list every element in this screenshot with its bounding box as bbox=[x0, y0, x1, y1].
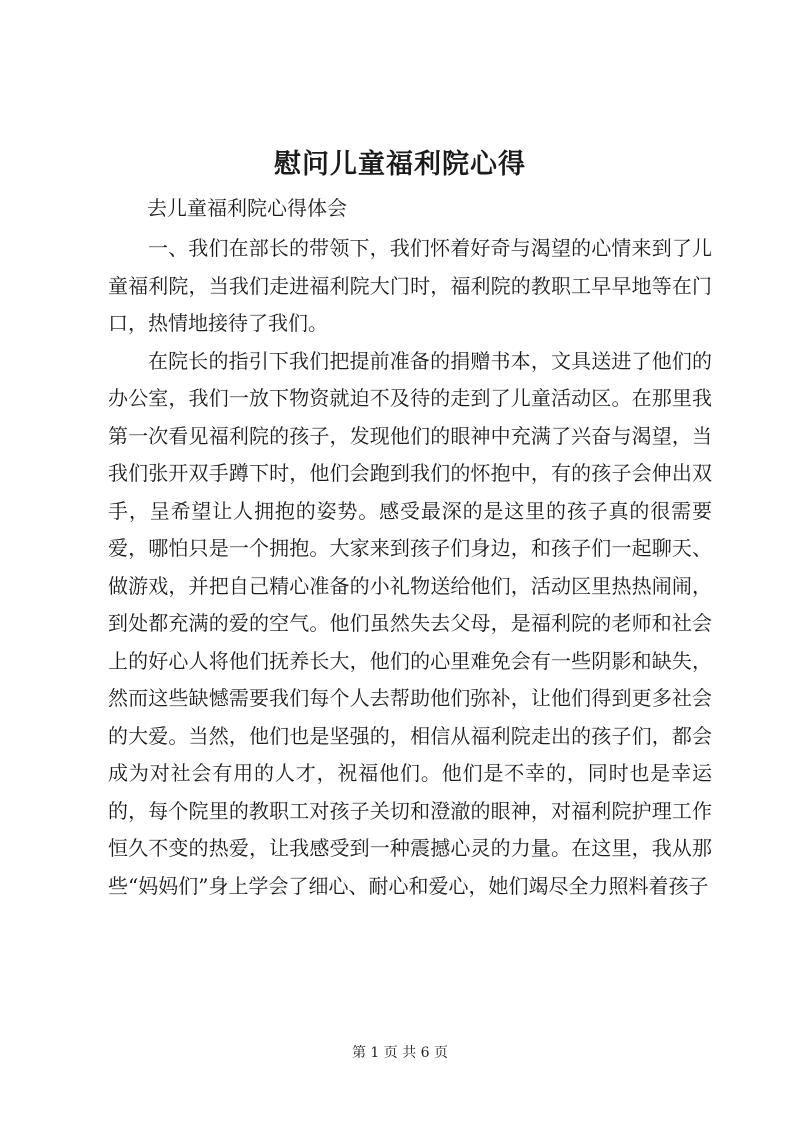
page-number-footer: 第 1 页 共 6 页 bbox=[351, 1045, 449, 1061]
paragraph: 一、我们在部长的带领下，我们怀着好奇与渴望的心情来到了儿童福利院，当我们走进福利院大门时，福利院的教职工早早地等在门口，热情地接待了我们。 bbox=[108, 236, 712, 335]
document-subtitle: 去儿童福利院心得体会 bbox=[147, 196, 347, 220]
document-title: 慰问儿童福利院心得 bbox=[274, 149, 526, 180]
paragraph: 在院长的指引下我们把提前准备的捐赠书本，文具送进了他们的办公室，我们一放下物资就迫不及待的走到了儿童活动区。在那里我第一次看见福利院的孩子，发现他们的眼神中充满了兴奋与渴望，当我们张开双手蹲下时，他们会跑到我们的怀抱中，有的孩子会伸出双手，呈希望让人拥抱的姿势。感受最深的是这里的孩子真的很需要爱，哪怕只是一个拥抱。大家来到孩子们身边，和孩子们一起聊天、做游戏，并把自己精心准备的小礼物送给他们，活动区里热热闹闹，到处都充满的爱的空气。他们虽然失去父母，是福利院的老师和社会上的好心人将他们抚养长大，他们的心里难免会有一些阴影和缺失，然而这些缺憾需要我们每个人去帮助他们弥补，让他们得到更多社会的大爱。当然，他们也是坚强的，相信从福利院走出的孩子们，都会成为对社会有用的人才，祝福他们。他们是不幸的，同时也是幸运的，每个院里的教职工对孩子关切和澄澈的眼神，对福利院护理工作恒久不变的热爱，让我感受到一种震撼心灵的力量。在这里，我从那些“妈妈们”身上学会了细心、耐心和爱心，她们竭尽全力照料着孩子 bbox=[108, 348, 712, 898]
document-body bbox=[108, 230, 712, 905]
